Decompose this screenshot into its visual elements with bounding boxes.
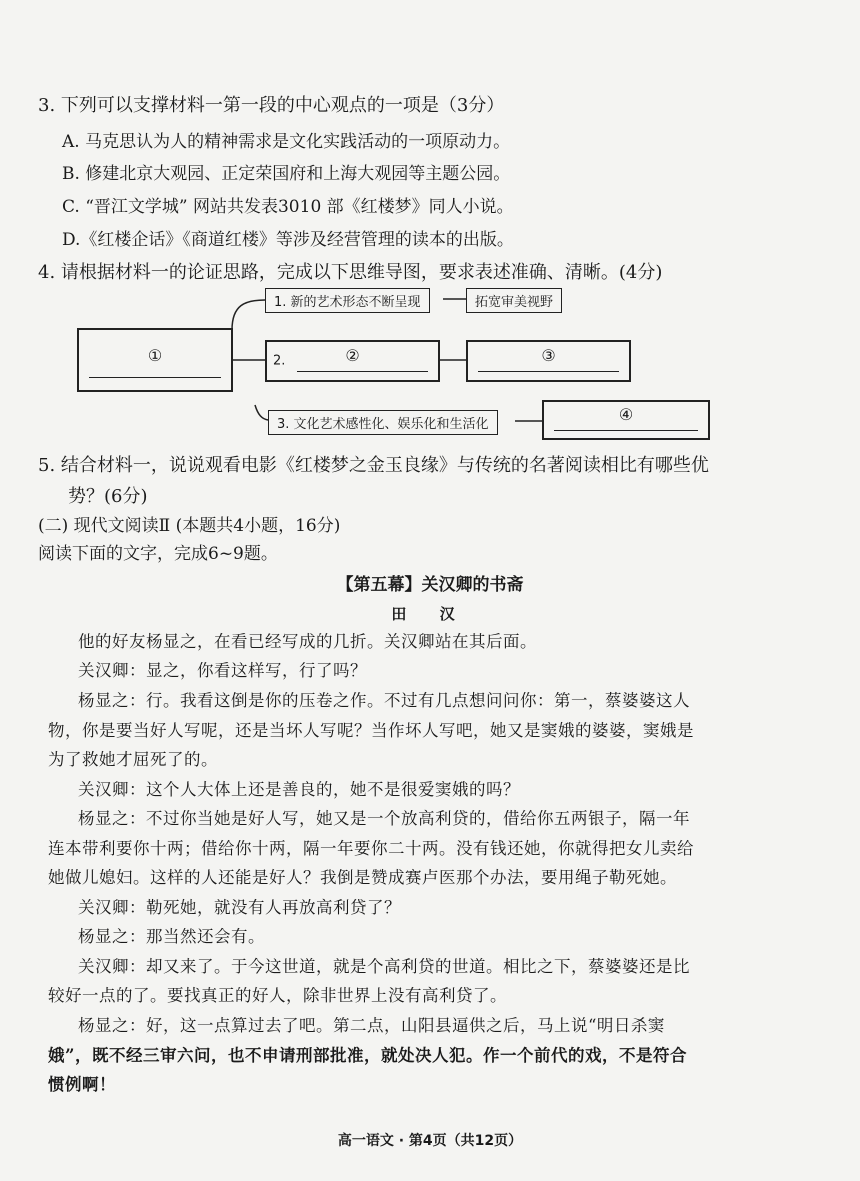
text-author: 田 汉 [391, 605, 469, 623]
map-branch2-box [265, 340, 440, 382]
map-branch2-number: ② [345, 346, 360, 365]
map-branch3-result-number: ④ [618, 405, 634, 424]
q3-stem: 3. 下列可以支撑材料一第一段的中心观点的一项是（3分） [38, 95, 505, 116]
q3-option-a: A. 马克思认为人的精神需求是文化实践活动的一项原动力。 [62, 132, 511, 152]
map-branch1-result: 拓宽审美视野 [466, 288, 562, 313]
map-branch2-prefix: 2. [273, 353, 286, 369]
q3-option-d: D.《红楼企话》《商道红楼》等涉及经营管理的读本的出版。 [62, 230, 514, 250]
text-line: 连本带利要你十两；借给你十两，隔一年要你二十两。没有钱还她，你就得把女儿卖给 [48, 839, 694, 858]
page-footer: 高一语文 · 第4页（共12页） [337, 1133, 523, 1149]
map-branch2-result-blank [478, 371, 619, 372]
text-line: 关汉卿：勒死她，就没有人再放高利贷了？ [78, 898, 401, 917]
map-root-box [77, 328, 233, 392]
text-line: 娥”，既不经三审六问，也不申请刑部批准，就处决人犯。作一个前代的戏，不是符合 [48, 1046, 687, 1065]
text-line: 为了救她才屈死了的。 [48, 750, 218, 769]
text-title: 【第五幕】关汉卿的书斋 [336, 575, 524, 595]
text-line: 他的好友杨显之，在看已经写成的几折。关汉卿站在其后面。 [78, 632, 537, 651]
map-branch3-result-box [542, 400, 710, 440]
text-line: 杨显之：那当然还会有。 [78, 927, 265, 946]
text-line: 惯例啊！ [48, 1075, 116, 1094]
q4-stem: 4. 请根据材料一的论证思路，完成以下思维导图，要求表述准确、清晰。(4分) [38, 262, 663, 283]
map-branch2-result-number: ③ [541, 346, 556, 365]
section-instruction: 阅读下面的文字，完成6~9题。 [38, 544, 278, 564]
text-line: 杨显之：好，这一点算过去了吧。第二点，山阳县逼供之后，马上说“明日杀窦 [78, 1016, 665, 1035]
text-line: 关汉卿：却又来了。于今这世道，就是个高利贷的世道。相比之下，蔡婆婆还是比 [78, 957, 690, 976]
text-line: 杨显之：行。我看这倒是你的压卷之作。不过有几点想问问你：第一，蔡婆婆这人 [78, 691, 690, 710]
map-branch3-result-blank [554, 430, 698, 431]
text-line: 关汉卿：显之，你看这样写，行了吗？ [78, 661, 367, 680]
q5-line-1: 5. 结合材料一，说说观看电影《红楼梦之金玉良缘》与传统的名著阅读相比有哪些优 [38, 455, 709, 476]
text-line: 较好一点的了。要找真正的好人，除非世界上没有高利贷了。 [48, 986, 507, 1005]
map-branch3-label: 3. 文化艺术感性化、娱乐化和生活化 [268, 410, 498, 435]
q3-option-b: B. 修建北京大观园、正定荣国府和上海大观园等主题公园。 [62, 164, 511, 184]
map-branch1-label: 1. 新的艺术形态不断呈现 [265, 288, 430, 313]
q3-option-c: C. “晋江文学城” 网站共发表3010 部《红楼梦》同人小说。 [62, 197, 514, 217]
q5-line-2: 势？(6分) [68, 486, 148, 507]
map-branch2-blank [297, 371, 428, 372]
map-branch2-result-box [466, 340, 631, 382]
text-line: 物，你是要当好人写呢，还是当坏人写呢？当作坏人写吧，她又是窦娥的婆婆，窦娥是 [48, 721, 694, 740]
map-root-number: ① [147, 346, 163, 365]
text-line: 关汉卿：这个人大体上还是善良的，她不是很爱窦娥的吗？ [78, 780, 520, 799]
map-root-blank [89, 377, 221, 378]
text-line: 她做儿媳妇。这样的人还能是好人？我倒是赞成赛卢医那个办法，要用绳子勒死她。 [48, 868, 677, 887]
section-heading: (二) 现代文阅读Ⅱ (本题共4小题，16分) [38, 516, 341, 536]
text-line: 杨显之：不过你当她是好人写，她又是一个放高利贷的，借给你五两银子，隔一年 [78, 809, 690, 828]
